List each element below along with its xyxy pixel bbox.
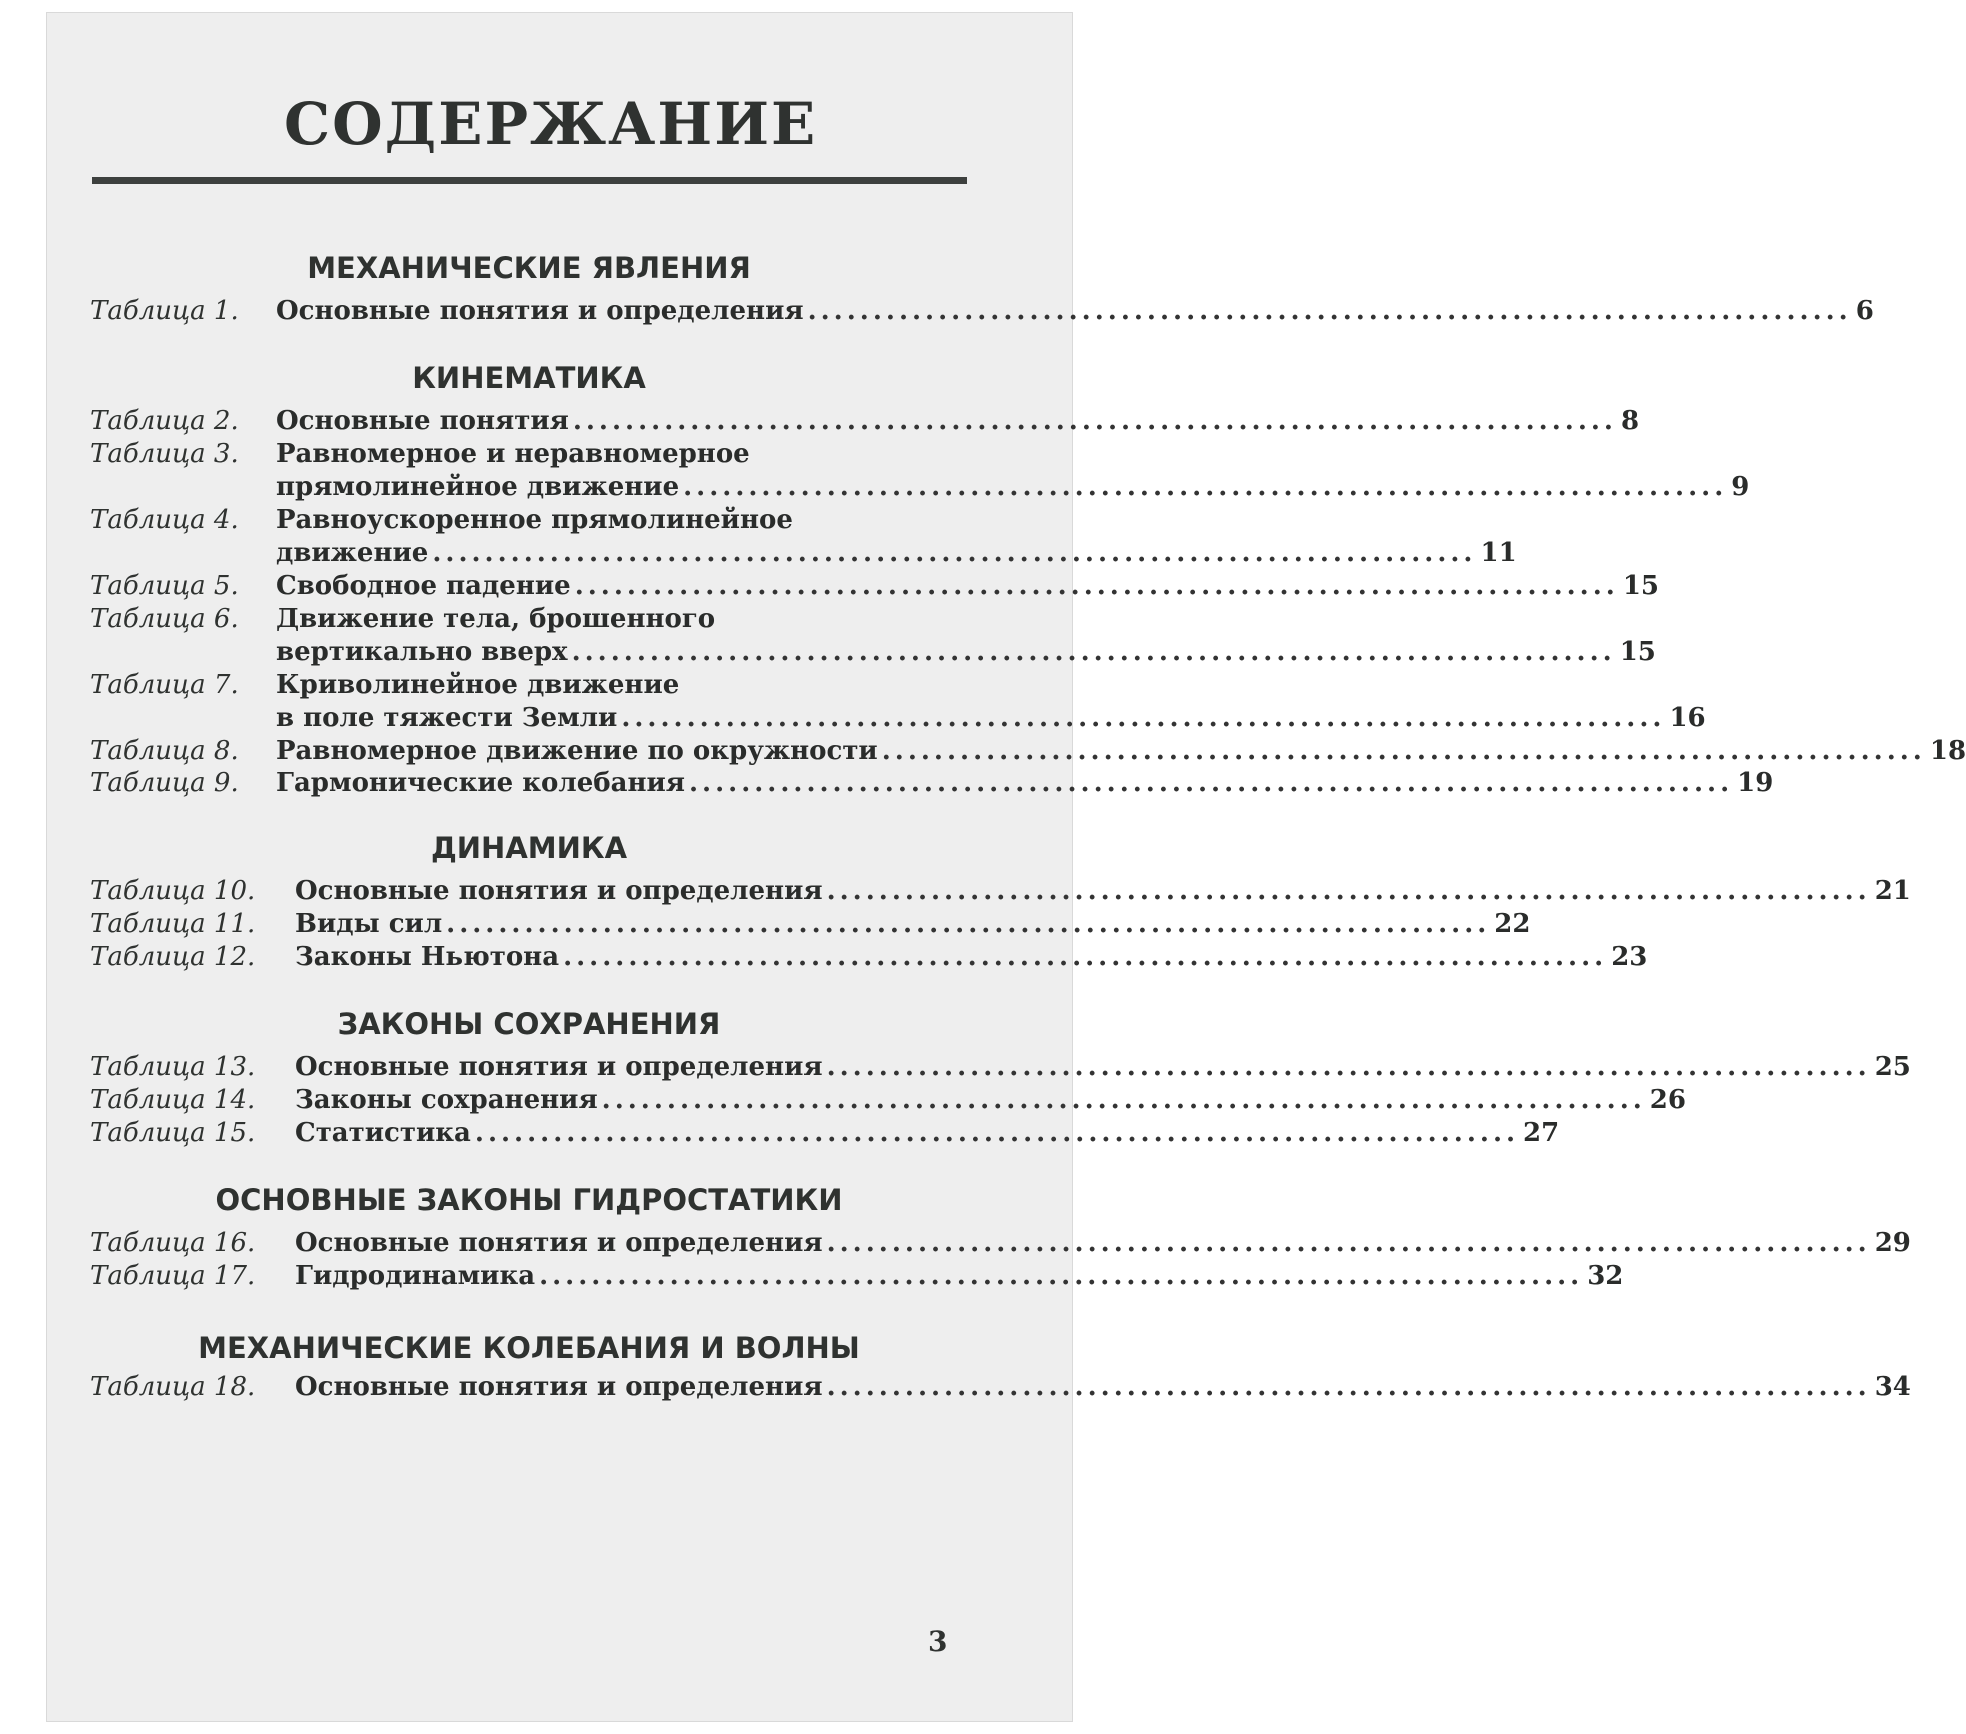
table-label: Таблица 18. xyxy=(90,1372,256,1402)
entry-title-line: Криволинейное движение xyxy=(276,670,680,700)
page-ref: 19 xyxy=(1737,768,1774,798)
table-label: Таблица 9. xyxy=(90,768,239,798)
dot-leader: ................................................................................ xyxy=(826,876,1871,906)
page-ref: 15 xyxy=(1622,571,1660,601)
toc-entry xyxy=(90,873,1911,906)
entry-title: вертикально вверх xyxy=(276,637,568,667)
entry-title-last-line xyxy=(295,939,1648,975)
dot-leader: ................................................................................ xyxy=(621,703,1666,733)
entry-title: Основные понятия и определения xyxy=(295,1372,823,1402)
entry-title-last-line xyxy=(295,1082,1686,1118)
entry-title-last-line xyxy=(295,1258,1624,1294)
page-ref: 6 xyxy=(1855,296,1874,326)
dot-leader: ................................................................................ xyxy=(881,736,1926,766)
section-heading: ЗАКОНЫ СОХРАНЕНИЯ xyxy=(337,1007,721,1041)
toc-entry xyxy=(90,293,1874,326)
page-title: СОДЕРЖАНИЕ xyxy=(284,90,818,158)
toc-entry xyxy=(90,1115,1560,1148)
table-label: Таблица 13. xyxy=(90,1052,256,1082)
table-label: Таблица 17. xyxy=(90,1261,256,1291)
entry-title-last-line xyxy=(276,535,1517,571)
toc-entry xyxy=(90,436,1750,502)
dot-leader: ................................................................................ xyxy=(539,1261,1584,1291)
toc-entry xyxy=(90,502,1517,568)
toc-entry xyxy=(90,733,1966,766)
toc-entry xyxy=(90,601,1656,667)
dot-leader: ................................................................................ xyxy=(601,1085,1646,1115)
page-ref: 18 xyxy=(1929,736,1966,766)
dot-leader: ................................................................................ xyxy=(474,1118,1520,1148)
page-ref: 26 xyxy=(1649,1085,1686,1115)
toc-entry xyxy=(90,1225,1911,1258)
entry-title-last-line xyxy=(276,568,1660,604)
table-label: Таблица 3. xyxy=(90,439,239,469)
entry-title-last-line xyxy=(295,1115,1560,1151)
section-heading: ОСНОВНЫЕ ЗАКОНЫ ГИДРОСТАТИКИ xyxy=(215,1183,843,1217)
page-ref: 25 xyxy=(1874,1052,1911,1082)
entry-title-last-line xyxy=(276,403,1640,439)
toc-entry xyxy=(90,667,1706,733)
table-label: Таблица 7. xyxy=(90,670,239,700)
dot-leader: ................................................................................ xyxy=(826,1372,1871,1402)
page-ref: 22 xyxy=(1494,909,1531,939)
entry-title-last-line xyxy=(295,1049,1911,1085)
entry-title: Основные понятия и определения xyxy=(276,296,804,326)
table-label: Таблица 6. xyxy=(90,604,239,634)
entry-title-last-line xyxy=(276,469,1750,505)
entry-title-last-line xyxy=(276,765,1774,801)
table-label: Таблица 15. xyxy=(90,1118,256,1148)
toc-entry xyxy=(90,765,1774,798)
page-ref: 32 xyxy=(1587,1261,1624,1291)
entry-title: Основные понятия xyxy=(276,406,569,436)
entry-title-last-line xyxy=(276,700,1706,736)
dot-leader: ................................................................................ xyxy=(572,406,1617,436)
section-heading: МЕХАНИЧЕСКИЕ КОЛЕБАНИЯ И ВОЛНЫ xyxy=(198,1331,860,1365)
toc-entry xyxy=(90,403,1640,436)
dot-leader: ................................................................................ xyxy=(807,296,1852,326)
toc-entry xyxy=(90,939,1648,972)
dot-leader: ................................................................................ xyxy=(574,571,1619,601)
toc-entry xyxy=(90,1049,1911,1082)
entry-title-line: Движение тела, брошенного xyxy=(276,604,716,634)
dot-leader: ................................................................................ xyxy=(446,909,1491,939)
dot-leader: ................................................................................ xyxy=(563,942,1608,972)
dot-leader: ................................................................................ xyxy=(432,538,1477,568)
toc-entry xyxy=(90,568,1660,601)
table-label: Таблица 5. xyxy=(90,571,239,601)
page-ref: 16 xyxy=(1669,703,1706,733)
dot-leader: ................................................................................ xyxy=(826,1052,1871,1082)
entry-title: Гидродинамика xyxy=(295,1261,536,1291)
page-ref: 23 xyxy=(1611,942,1648,972)
entry-title-line: Равномерное и неравномерное xyxy=(276,439,750,469)
toc-entry xyxy=(90,1082,1686,1115)
table-label: Таблица 8. xyxy=(90,736,239,766)
entry-title: прямолинейное движение xyxy=(276,472,680,502)
section-heading: КИНЕМАТИКА xyxy=(412,361,646,395)
table-label: Таблица 14. xyxy=(90,1085,256,1115)
entry-title: Гармонические колебания xyxy=(276,768,685,798)
entry-title-last-line xyxy=(295,873,1911,909)
entry-title: в поле тяжести Земли xyxy=(276,703,618,733)
entry-title-line: Равноускоренное прямолинейное xyxy=(276,505,793,535)
entry-title: Основные понятия и определения xyxy=(295,1228,823,1258)
entry-title: Основные понятия и определения xyxy=(295,876,823,906)
entry-title: Статистика xyxy=(295,1118,471,1148)
dot-leader: ................................................................................ xyxy=(688,768,1734,798)
entry-title-last-line xyxy=(276,293,1874,329)
page-ref: 21 xyxy=(1874,876,1911,906)
entry-title: Законы Ньютона xyxy=(295,942,560,972)
section-heading: ДИНАМИКА xyxy=(430,831,628,865)
page-ref: 15 xyxy=(1619,637,1656,667)
page-ref: 29 xyxy=(1874,1228,1911,1258)
page-ref: 27 xyxy=(1523,1118,1560,1148)
dot-leader: ................................................................................ xyxy=(571,637,1616,667)
toc-entry xyxy=(90,1369,1911,1402)
entry-title: Равномерное движение по окружности xyxy=(276,736,878,766)
section-heading: МЕХАНИЧЕСКИЕ ЯВЛЕНИЯ xyxy=(307,251,751,285)
table-label: Таблица 11. xyxy=(90,909,256,939)
entry-title: Основные понятия и определения xyxy=(295,1052,823,1082)
dot-leader: ................................................................................ xyxy=(683,472,1728,502)
table-label: Таблица 10. xyxy=(90,876,256,906)
entry-title-last-line xyxy=(276,733,1966,769)
page-number: 3 xyxy=(928,1625,948,1658)
table-label: Таблица 12. xyxy=(90,942,256,972)
entry-title: Виды сил xyxy=(295,909,443,939)
entry-title-last-line xyxy=(295,906,1531,942)
toc-entry xyxy=(90,1258,1624,1291)
title-underline xyxy=(92,177,967,184)
entry-title-last-line xyxy=(276,634,1656,670)
dot-leader: ................................................................................ xyxy=(826,1228,1871,1258)
entry-title: движение xyxy=(276,538,429,568)
entry-title-last-line xyxy=(295,1225,1911,1261)
page-ref: 9 xyxy=(1731,472,1750,502)
entry-title: Свободное падение xyxy=(276,571,571,601)
entry-title: Законы сохранения xyxy=(295,1085,598,1115)
table-label: Таблица 4. xyxy=(90,505,239,535)
page-ref: 8 xyxy=(1620,406,1640,436)
toc-entry xyxy=(90,906,1531,939)
table-label: Таблица 2. xyxy=(90,406,239,436)
page-ref: 34 xyxy=(1874,1372,1911,1402)
page-ref: 11 xyxy=(1480,538,1517,568)
entry-title-last-line xyxy=(295,1369,1911,1405)
table-label: Таблица 1. xyxy=(90,296,239,326)
table-label: Таблица 16. xyxy=(90,1228,256,1258)
